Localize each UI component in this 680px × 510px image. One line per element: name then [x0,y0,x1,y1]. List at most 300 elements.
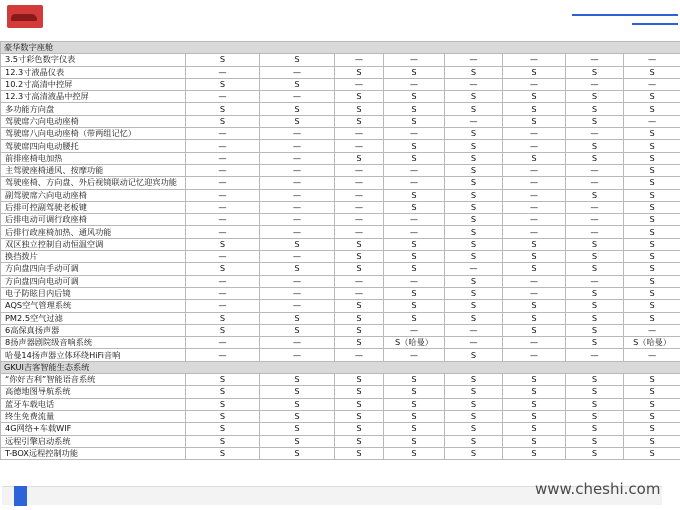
feature-value: S [384,115,445,127]
feature-value: S [503,398,566,410]
feature-value: S [566,447,624,459]
feature-value: — [503,287,566,299]
feature-value: S [335,324,384,336]
feature-value: S [566,312,624,324]
feature-value: — [186,189,260,201]
feature-value: S [384,410,445,422]
feature-value: S [186,103,260,115]
feature-value: S [186,435,260,447]
feature-value: S [503,263,566,275]
feature-value: S [503,91,566,103]
feature-name: 12.3寸液晶仪表 [1,66,186,78]
feature-value: S [624,398,680,410]
feature-value: S [384,238,445,250]
feature-value: S [566,435,624,447]
feature-value: S [445,386,503,398]
feature-value: — [503,189,566,201]
feature-value: — [624,115,680,127]
feature-value: S [445,238,503,250]
table-row [1,251,680,263]
table-row [1,177,680,189]
feature-value: — [566,177,624,189]
feature-value: — [335,54,384,66]
feature-value: — [260,128,335,140]
feature-value: — [260,287,335,299]
feature-value: S [260,263,335,275]
feature-value: S [503,300,566,312]
section-header [1,42,680,54]
feature-value: — [503,201,566,213]
feature-name: 驾驶席四向电动腰托 [1,140,186,152]
feature-value: — [503,177,566,189]
feature-value: S [445,251,503,263]
feature-name: 方向盘四向手动可调 [1,263,186,275]
feature-value: — [503,337,566,349]
feature-value: — [335,128,384,140]
feature-value: S [566,66,624,78]
feature-value: S [624,140,680,152]
feature-value: S [335,251,384,263]
feature-value: S [260,423,335,435]
feature-name: 多功能方向盘 [1,103,186,115]
feature-value: S [624,214,680,226]
feature-value: — [384,54,445,66]
feature-value: S [335,103,384,115]
table-row [1,115,680,127]
feature-value: S [186,78,260,90]
feature-value: S [566,374,624,386]
top-banner [0,0,680,40]
feature-value: S（哈曼） [384,337,445,349]
feature-value: — [445,337,503,349]
feature-value: — [384,214,445,226]
feature-value: S [566,263,624,275]
table-row [1,386,680,398]
feature-value: S [335,152,384,164]
feature-value: S [624,300,680,312]
feature-name: 终生免费流量 [1,410,186,422]
feature-value: S [186,312,260,324]
feature-value: S [624,128,680,140]
feature-value: S [503,423,566,435]
table-row [1,435,680,447]
feature-value: S [445,275,503,287]
feature-value: — [186,300,260,312]
feature-value: S [624,447,680,459]
feature-value: S [260,410,335,422]
feature-value: S [503,103,566,115]
feature-value: S [186,447,260,459]
feature-value: — [260,152,335,164]
table-row [1,447,680,459]
feature-value: — [186,201,260,213]
feature-value: S [384,140,445,152]
feature-value: — [335,275,384,287]
feature-value: S [260,78,335,90]
table-row [1,300,680,312]
feature-value: S [335,447,384,459]
feature-value: — [260,140,335,152]
feature-value: — [335,349,384,361]
feature-value: S [260,435,335,447]
feature-value: — [335,201,384,213]
feature-value: — [445,54,503,66]
feature-value: — [260,66,335,78]
car-thumbnail [7,5,43,28]
feature-value: — [260,177,335,189]
feature-value: S [566,238,624,250]
feature-value: S [384,103,445,115]
feature-name: 后排电动可调行政座椅 [1,214,186,226]
feature-value: S [260,324,335,336]
feature-value: S [186,374,260,386]
feature-name: 8扬声器剧院级音响系统 [1,337,186,349]
feature-value: S [445,312,503,324]
feature-name: 高德地图导航系统 [1,386,186,398]
feature-value: — [503,226,566,238]
table-row [1,423,680,435]
feature-value: — [384,349,445,361]
feature-value: S [624,91,680,103]
feature-value: S [566,287,624,299]
table-row [1,312,680,324]
feature-value: S [335,337,384,349]
feature-value: S [384,263,445,275]
feature-value: — [186,128,260,140]
feature-value: S [566,251,624,263]
feature-value: S [260,54,335,66]
table-row [1,398,680,410]
feature-value: S [335,312,384,324]
feature-value: S [566,398,624,410]
feature-name: 4G网络+车载WIF [1,423,186,435]
feature-value: — [186,152,260,164]
feature-value: S [624,103,680,115]
feature-value: S [566,115,624,127]
feature-value: S [445,214,503,226]
feature-value: S [624,152,680,164]
feature-name: 副驾驶席六向电动座椅 [1,189,186,201]
table-row [1,128,680,140]
feature-value: S [445,300,503,312]
feature-value: — [186,214,260,226]
feature-value: — [566,54,624,66]
feature-value: — [186,91,260,103]
feature-value: S [186,115,260,127]
feature-value: — [186,337,260,349]
feature-name: 双区独立控制自动恒温空调 [1,238,186,250]
feature-value: S [384,435,445,447]
feature-value: — [335,287,384,299]
section-title: GKUI吉客智能生态系统 [1,361,680,373]
feature-value: S [503,238,566,250]
feature-value: S（哈曼） [624,337,680,349]
feature-value: S [445,128,503,140]
feature-value: S [566,300,624,312]
feature-value: S [335,66,384,78]
feature-value: S [445,103,503,115]
table-row [1,410,680,422]
feature-value: S [384,374,445,386]
feature-value: — [260,214,335,226]
feature-value: S [624,386,680,398]
feature-value: S [335,374,384,386]
feature-value: — [186,275,260,287]
feature-value: — [503,54,566,66]
feature-value: — [566,226,624,238]
table-row [1,66,680,78]
feature-name: 换挡拨片 [1,251,186,263]
feature-value: S [335,115,384,127]
feature-value: — [503,164,566,176]
feature-value: — [566,164,624,176]
feature-value: S [566,410,624,422]
feature-value: S [445,349,503,361]
feature-value: S [503,410,566,422]
feature-value: — [384,226,445,238]
feature-value: S [186,398,260,410]
feature-value: S [445,287,503,299]
feature-value: S [335,410,384,422]
feature-value: S [566,140,624,152]
feature-value: S [624,263,680,275]
spec-table [0,41,680,460]
feature-value: — [260,201,335,213]
feature-value: — [335,164,384,176]
feature-value: S [445,435,503,447]
header-divider-line-short [632,23,678,25]
feature-value: — [445,263,503,275]
feature-name: 驾驶座椅、方向盘、外后视镜联动记忆迎宾功能 [1,177,186,189]
feature-name: 蓝牙车载电话 [1,398,186,410]
feature-value: S [503,251,566,263]
table-row [1,152,680,164]
feature-value: S [384,398,445,410]
feature-value: — [260,337,335,349]
feature-value: S [384,423,445,435]
feature-value: S [445,189,503,201]
feature-name: 前排座椅电加热 [1,152,186,164]
table-row [1,275,680,287]
feature-value: S [566,423,624,435]
feature-value: S [624,164,680,176]
feature-value: S [624,374,680,386]
feature-value: S [624,226,680,238]
table-row [1,54,680,66]
feature-value: S [624,238,680,250]
table-row [1,374,680,386]
feature-value: — [186,226,260,238]
feature-value: — [566,275,624,287]
feature-value: S [624,312,680,324]
feature-value: — [260,275,335,287]
feature-value: S [335,386,384,398]
feature-value: S [445,91,503,103]
table-row [1,324,680,336]
feature-value: S [186,324,260,336]
feature-name: 远程引擎启动系统 [1,435,186,447]
feature-value: S [384,91,445,103]
feature-value: S [566,189,624,201]
feature-value: S [335,435,384,447]
feature-value: S [260,386,335,398]
feature-value: S [384,152,445,164]
table-row [1,349,680,361]
feature-value: S [503,115,566,127]
feature-value: S [566,91,624,103]
feature-value: S [384,66,445,78]
feature-value: — [260,164,335,176]
feature-value: — [260,300,335,312]
table-row [1,103,680,115]
feature-value: S [624,201,680,213]
feature-value: — [384,128,445,140]
feature-name: 电子防眩目内后镜 [1,287,186,299]
feature-value: — [503,78,566,90]
feature-value: S [260,374,335,386]
table-row [1,201,680,213]
feature-name: 驾驶席六向电动座椅 [1,115,186,127]
feature-name: 主驾驶座椅通风、按摩功能 [1,164,186,176]
feature-value: S [186,54,260,66]
feature-value: — [260,226,335,238]
feature-value: S [566,103,624,115]
feature-value: — [384,324,445,336]
feature-name: T-BOX远程控制功能 [1,447,186,459]
feature-value: S [335,423,384,435]
feature-value: — [445,324,503,336]
feature-value: — [503,275,566,287]
feature-value: — [335,189,384,201]
header-divider-line [572,14,678,16]
feature-value: — [384,275,445,287]
feature-value: — [260,349,335,361]
feature-value: S [384,447,445,459]
feature-value: S [445,410,503,422]
feature-value: S [503,386,566,398]
table-row [1,140,680,152]
feature-value: S [503,312,566,324]
feature-value: S [260,238,335,250]
feature-value: S [624,66,680,78]
feature-value: — [335,140,384,152]
feature-value: — [260,251,335,263]
feature-name: 3.5寸彩色数字仪表 [1,54,186,66]
feature-value: S [624,251,680,263]
table-row [1,214,680,226]
feature-value: S [503,152,566,164]
table-row [1,263,680,275]
feature-value: S [384,201,445,213]
feature-value: S [624,410,680,422]
scrollbar-thumb[interactable] [14,486,27,506]
feature-value: S [384,312,445,324]
feature-value: S [445,226,503,238]
feature-value: S [566,152,624,164]
feature-value: S [445,398,503,410]
feature-value: S [335,398,384,410]
feature-name: “你好吉利”智能语音系统 [1,374,186,386]
feature-value: S [445,201,503,213]
feature-value: S [624,177,680,189]
feature-value: — [186,251,260,263]
feature-value: S [624,189,680,201]
feature-value: S [445,374,503,386]
feature-value: — [445,78,503,90]
feature-value: — [503,140,566,152]
feature-value: S [384,251,445,263]
feature-value: S [445,423,503,435]
feature-value: — [335,177,384,189]
table-row [1,287,680,299]
feature-value: — [260,91,335,103]
feature-value: S [335,263,384,275]
feature-value: — [503,214,566,226]
section-header [1,361,680,373]
feature-value: — [566,349,624,361]
feature-value: S [186,410,260,422]
feature-value: S [503,374,566,386]
feature-value: S [384,386,445,398]
table-row [1,226,680,238]
feature-name: 后排行政座椅加热、通风功能 [1,226,186,238]
feature-value: — [624,324,680,336]
feature-name: PM2.5空气过滤 [1,312,186,324]
feature-value: S [445,164,503,176]
feature-name: 哈曼14扬声器立体环绕HiFi音响 [1,349,186,361]
feature-value: S [335,91,384,103]
feature-value: — [566,128,624,140]
feature-value: — [186,164,260,176]
feature-value: — [384,164,445,176]
section-title: 豪华数字座舱 [1,42,680,54]
feature-value: S [566,337,624,349]
feature-value: S [503,435,566,447]
feature-value: — [503,128,566,140]
feature-value: — [186,66,260,78]
feature-value: S [186,238,260,250]
feature-value: S [503,447,566,459]
table-row [1,337,680,349]
feature-value: S [335,238,384,250]
feature-value: S [624,287,680,299]
feature-name: 后排可控副驾驶老板键 [1,201,186,213]
feature-value: S [445,140,503,152]
feature-value: S [384,189,445,201]
feature-value: — [186,140,260,152]
feature-value: — [624,54,680,66]
feature-value: — [445,115,503,127]
feature-value: S [260,103,335,115]
site-watermark: www.cheshi.com [535,480,661,498]
feature-value: S [566,386,624,398]
table-row [1,238,680,250]
feature-value: — [335,214,384,226]
feature-value: S [566,324,624,336]
feature-value: — [186,349,260,361]
feature-value: — [624,349,680,361]
feature-value: — [335,226,384,238]
feature-value: S [186,263,260,275]
table-row [1,91,680,103]
feature-name: 10.2寸高清中控屏 [1,78,186,90]
feature-value: — [566,78,624,90]
feature-value: — [566,214,624,226]
feature-value: S [503,324,566,336]
feature-value: — [384,78,445,90]
feature-value: S [624,435,680,447]
feature-name: AQS空气管理系统 [1,300,186,312]
